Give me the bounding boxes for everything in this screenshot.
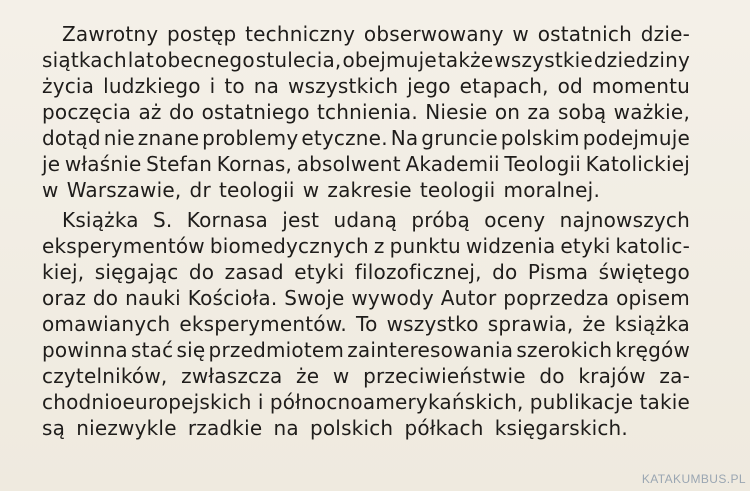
text-line: kiej, sięgając do zasad etyki filozoficznej, do Pisma świętego: [42, 260, 690, 284]
text-line: omawianych eksperymentów. To wszystko sprawia, że książka: [42, 312, 690, 336]
text-line: chodnioeuropejskich i północnoamerykańskich, publikacje takie: [42, 390, 690, 414]
text-line: eksperymentów biomedycznych z punktu widzenia etyki katolic-: [42, 234, 690, 258]
text-line: siątkach lat obecnego stulecia, obejmuje także wszystkie dziedziny: [42, 48, 690, 72]
text-line: Zawrotny postęp techniczny obserwowany w ostatnich dzie-: [62, 22, 690, 46]
text-line: czytelników, zwłaszcza że w przeciwieństwie do krajów za-: [42, 364, 690, 388]
text-line: dotąd nie znane problemy etyczne. Na gruncie polskim podejmuje: [42, 126, 690, 150]
text-line: oraz do nauki Kościoła. Swoje wywody Autor poprzedza opisem: [42, 286, 690, 310]
text-line: Książka S. Kornasa jest udaną próbą oceny najnowszych: [62, 208, 690, 232]
text-line: je właśnie Stefan Kornas, absolwent Akademii Teologii Katolickiej: [42, 152, 690, 176]
watermark: KATAKUMBUS.PL: [641, 472, 746, 486]
text-line: poczęcia aż do ostatniego tchnienia. Niesie on za sobą ważkie,: [42, 100, 690, 124]
text-line: są niezwykle rzadkie na polskich półkach księgarskich.: [42, 416, 628, 440]
text-line: w Warszawie, dr teologii w zakresie teologii moralnej.: [42, 178, 600, 202]
text-line: życia ludzkiego i to na wszystkich jego etapach, od momentu: [42, 74, 690, 98]
text-line: powinna stać się przedmiotem zainteresowania szerokich kręgów: [42, 338, 690, 362]
